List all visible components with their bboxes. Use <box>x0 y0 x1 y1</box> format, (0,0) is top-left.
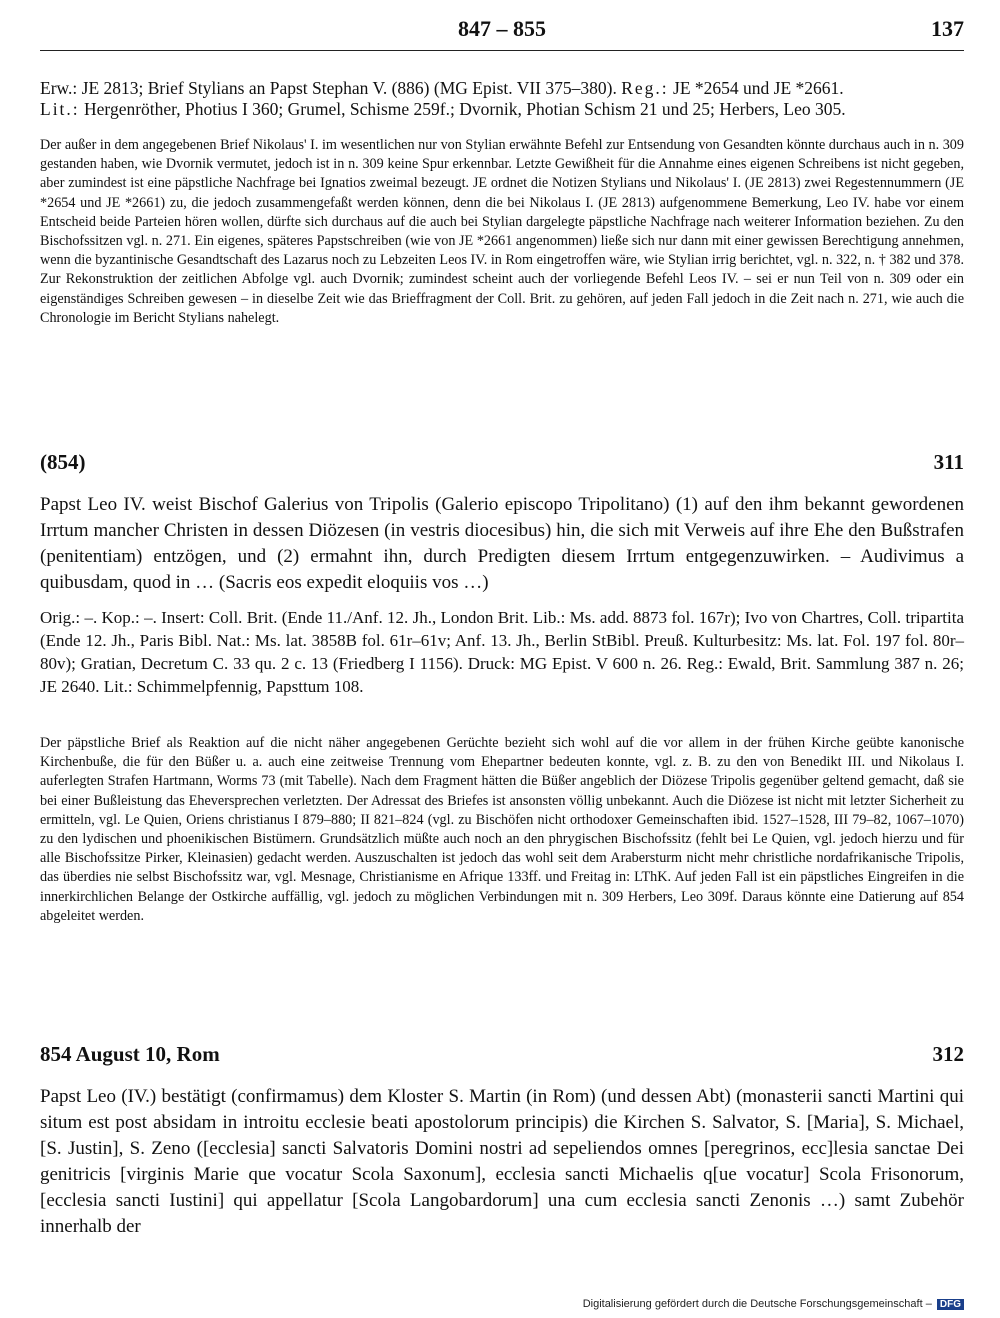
running-header <box>40 14 964 51</box>
prev-lit-label: Lit.: <box>40 99 80 119</box>
regest-number-range: 847 – 855 <box>458 16 546 41</box>
prev-refs-line2: Hergenröther, Photius I 360; Grumel, Schisme 259f.; Dvornik, Photian Schism 21 und 25; Herbers, Leo 305. <box>79 99 846 119</box>
entry-311-references: Orig.: –. Kop.: –. Insert: Coll. Brit. (Ende 11./Anf. 12. Jh., London Brit. Lib.: Ms. add. 8873 fol. 167r); Ivo von Chartres, Coll. tripartita (Ende 12. Jh., Paris Bibl. Nat.: Ms. lat. 3858B fol. 61r–61v; Anf. 13. Jh., Berlin StBibl. Preuß. Kulturbesitz: Ms. lat. Fol. 197 fol. 80r–80v); Gratian, Decretum C. 33 qu. 2 c. 13 (Friedberg I 1156). Druck: MG Epist. V 600 n. 26. Reg.: Ewald, Brit. Sammlung 387 n. 26; JE 2640. Lit.: Schimmelpfennig, Papsttum 108. <box>40 608 964 696</box>
entry-311-number: 311 <box>933 450 964 474</box>
entry-312-number: 312 <box>932 1042 964 1066</box>
dfg-logo: DFG <box>937 1299 964 1310</box>
prev-reg-label: Reg.: <box>621 78 669 98</box>
page-number: 137 <box>931 16 964 41</box>
prev-refs-line1b: JE *2654 und JE *2661. <box>668 78 844 98</box>
entry-311-commentary: Der päpstliche Brief als Reaktion auf die nicht näher angegebenen Gerüchte bezieht sich wohl auf die vor allem in der frühen Kirche geübte kanonische Kirchenbuße, die für den Büßer u. a. auch eine zeitweise Trennung vom Ehepartner bedeuten konnte, vgl. z. B. zu den von Benedikt III. und Nikolaus I. auferlegten Strafen Hartmann, Worms 73 (mit Tabelle). Nach dem Fragment hätten die Büßer angeblich der Diözese Tripolis gegenüber geltend gemacht, daß sie bei einer Bußleistung das Eheversprechen verletzten. Der Adressat des Briefes ist ansonsten völlig unbekannt. Auch die Diözese ist nicht mit letzter Sicherheit zu ermitteln, vgl. Le Quien, Oriens christianus I 879–880; II 821–824 (vgl. zu Bischöfen nicht orthodoxer Gemeinschaften ibid. 1527–1528, III 79–82, 1067–1070) zu den lydischen und phoenikischen Bistümern. Grundsätzlich müßte auch noch an den phrygischen Bischofssitz (fehlt bei Le Quien, vgl. jedoch hierzu und für alle Bischofssitze Pirker, Kleinasien) gedacht werden. Auszuschalten ist jedoch das wohl seit dem Arabersturm nicht mehr christliche nordafrikanische Tripolis, das überdies nie selbst Bischofssitz war, vgl. Mesnage, Christianisme en Afrique 133ff. und Freitag in: LThK. Auf jeden Fall ist ein päpstliches Eingreifen in die innerkirchlichen Belange der Ostkirche auffällig, vgl. jedoch zu möglichen Verbindungen mit n. 309 Herbers, Leo 309f. Daraus könnte eine Datierung auf 854 abgeleitet werden. <box>40 735 964 924</box>
footer-text: Digitalisierung gefördert durch die Deutsche Forschungsgemeinschaft – <box>582 1298 932 1310</box>
prev-entry-references <box>40 78 964 120</box>
entry-311-date: (854) <box>40 450 86 474</box>
entry-312-date: 854 August 10, Rom <box>40 1042 220 1066</box>
entry-311-regest: Papst Leo IV. weist Bischof Galerius von Tripolis (Galerio episcopo Tripolitano) (1) auf den ihm bekannt gewordenen Irrtum mancher Christen in dessen Diözesen (in vestris diocesibus) hin, die sich mit Verweis auf ihre Ehe den Bußstrafen (penitentiam) entzögen, und (2) ermahnt ihn, durch Predigten diesem Irrtum entgegenzuwirken. – Audivimus a quibusdam, quod in … (Sacris eos expedit eloquiis vos …) <box>40 494 964 593</box>
entry-311-heading <box>40 450 964 480</box>
entry-312-regest: Papst Leo (IV.) bestätigt (confirmamus) dem Kloster S. Martin (in Rom) (und dessen Abt) (monasterii sancti Martini qui situm est post absidam in introitu ecclesie beati apostolorum principis) die Kirchen S. Salvator, S. [Maria], S. Michael, [S. Justin], S. Zeno ([ecclesia] sancti Salvatoris Domini nostri ad sepeliendos omnes [peregrinos, ecc]lesia sanctae Dei genitricis [virginis Marie que vocatur Scola Saxonum], ecclesia sancti Michaelis q[ue vocatur] Scola Frisonorum, [ecclesia sancti Iustini] qui appellatur [Scola Langobardorum] una cum ecclesia sancti Zenonis …) samt Zubehör innerhalb der <box>40 1086 964 1237</box>
prev-entry-commentary: Der außer in dem angegebenen Brief Nikolaus' I. im wesentlichen nur von Stylian erwähnte Befehl zur Entsendung von Gesandten könnte durchaus auch in n. 309 gestanden haben, wie Dvornik vermutet, jedoch ist in n. 309 keine Spur erkennbar. Letzte Gewißheit für die Annahme eines eigenen Schreibens ist nicht gegeben, aber zumindest ist eine päpstliche Nachfrage bei Ignatios zweimal bezeugt. JE ordnet die Notizen Stylians und Nikolaus' I. (JE 2813) zwei Regestennummern (JE *2654 und JE *2661) zu, die jedoch zusammengefaßt werden können, denn die bei Nikolaus I. (JE 2813) aufgenommene Bemerkung, Leo IV. habe vor einem Entscheid beide Parteien hören wollen, dürfte sich durchaus auf die auch bei Stylian dargelegte päpstliche Nachfrage nach weiterer Information beziehen. Zu den Bischofssitzen vgl. n. 271. Ein eigenes, späteres Papstschreiben (wie von JE *2661 angenommen) ließe sich nur dann mit einer gewissen Berechtigung annehmen, wenn die byzantinische Gesandtschaft des Lazarus noch zu Lebzeiten Leos IV. in Rom eingetroffen wäre, wie Stylian irrig berichtet, vgl. n. 322, n. † 382 und 378. Zur Rekonstruktion der zeitlichen Abfolge vgl. auch Dvornik; zumindest scheint auch der vorliegende Befehl Leos IV. – sei er nun Teil von n. 309 oder ein eigenständiges Schreiben gewesen – in dieselbe Zeit wie das Brieffragment der Coll. Brit. zu gehören, auf jeden Fall jedoch in die Zeit nach n. 271, wie auch die Chronologie im Bericht Stylians nahelegt. <box>40 137 964 326</box>
prev-refs-line1: Erw.: JE 2813; Brief Stylians an Papst Stephan V. (886) (MG Epist. VII 375–380). <box>40 78 617 98</box>
funding-footer <box>583 1298 964 1310</box>
entry-312-heading <box>40 1042 964 1072</box>
